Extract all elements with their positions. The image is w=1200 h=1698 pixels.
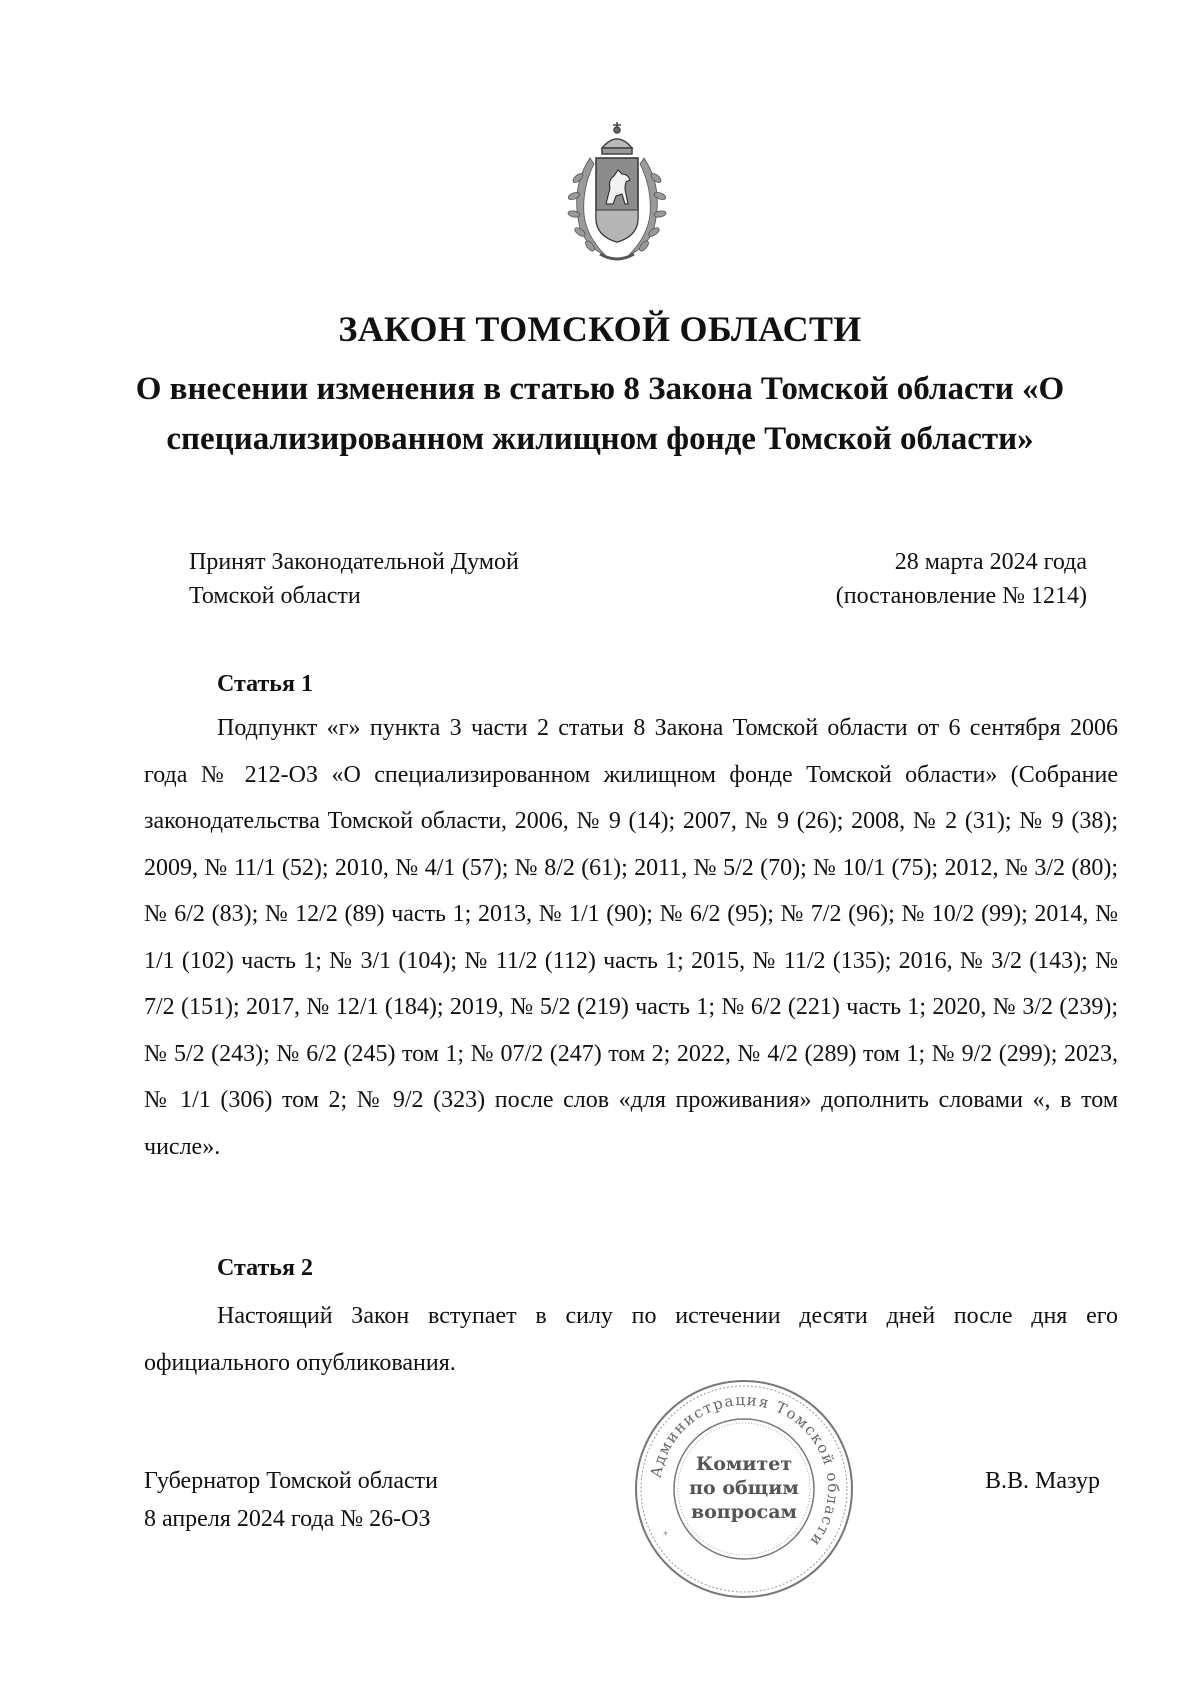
official-seal-icon: [633, 1378, 855, 1600]
adoption-info: [189, 545, 519, 613]
article-2-text: Настоящий Закон вступает в силу по истечении десяти дней после дня его официального опубликования.: [144, 1303, 1118, 1376]
signatory-position: Губернатор Томской области: [144, 1468, 438, 1494]
resolution-number: (постановление № 1214): [835, 583, 1087, 609]
adopted-date: 28 марта 2024 года: [894, 549, 1087, 575]
adopted-by-line2: Томской области: [189, 583, 361, 609]
seal-center-text: [633, 1452, 855, 1524]
seal-center-line3: вопросам: [690, 1501, 798, 1523]
seal-center-line2: по общим: [689, 1477, 799, 1499]
adoption-date-info: [836, 545, 1087, 613]
article-1-heading: Статья 1: [217, 671, 313, 697]
document-subtitle: О внесении изменения в статью 8 Закона Томской области «О специализированном жилищном фонде Томской области»: [135, 371, 1065, 457]
seal-ring-text: Администрация Томской области: [646, 1390, 843, 1551]
coat-of-arms-icon: [556, 118, 678, 268]
seal-center-line1: Комитет: [695, 1453, 793, 1475]
adopted-by-line1: Принят Законодательной Думой: [189, 549, 519, 575]
coat-of-arms-graphic: [556, 118, 678, 268]
svg-text:*: *: [663, 1530, 668, 1541]
law-date-number: 8 апреля 2024 года № 26-ОЗ: [144, 1506, 431, 1532]
article-2-heading: Статья 2: [217, 1255, 313, 1281]
article-1-text: Подпункт «г» пункта 3 части 2 статьи 8 Закона Томской области от 6 сентября 2006 года № 212-ОЗ «О специализированном жилищном фонде Томской области» (Собрание законодательства Томской области, 2006, № 9 (14); 2007, № 9 (26); 2008, № 2 (31); № 9 (38); 2009, № 11/1 (52); 2010, № 4/1 (57); № 8/2 (61); 2011, № 5/2 (70); № 10/1 (75); 2012, № 3/2 (80); № 6/2 (83); № 12/2 (89) часть 1; 2013, № 1/1 (90); № 6/2 (95); № 7/2 (96); № 10/2 (99); 2014, № 1/1 (102) часть 1; № 3/1 (104); № 11/2 (112) часть 1; 2015, № 11/2 (135); 2016, № 3/2 (143); № 7/2 (151); 2017, № 12/1 (184); 2019, № 5/2 (219) часть 1; № 6/2 (221) часть 1; 2020, № 3/2 (239); № 5/2 (243); № 6/2 (245) том 1; № 07/2 (247) том 2; 2022, № 4/2 (289) том 1; № 9/2 (299); 2023, № 1/1 (306) том 2; № 9/2 (323) после слов «для проживания» дополнить словами «, в том числе».: [144, 715, 1118, 1160]
document-title: ЗАКОН ТОМСКОЙ ОБЛАСТИ: [338, 309, 862, 349]
signature-block: [144, 1462, 438, 1538]
signatory-name: В.В. Мазур: [985, 1468, 1100, 1494]
